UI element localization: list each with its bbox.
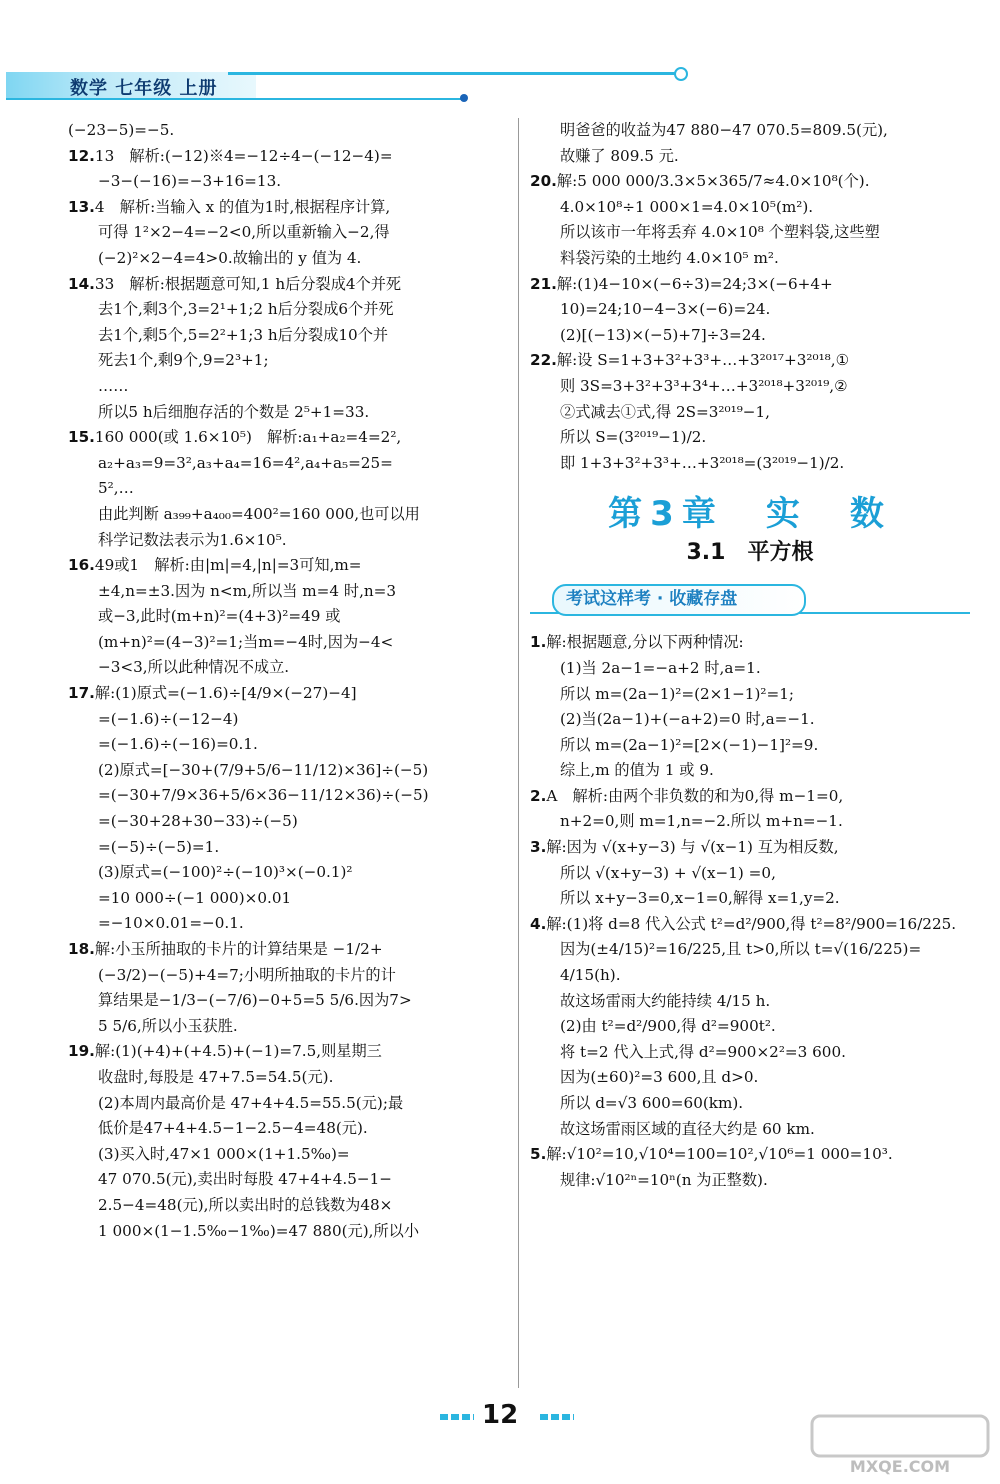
left-line [68,297,508,323]
answer-text: A 解析:由两个非负数的和为0,得 m−1=0, [546,786,844,805]
question-number: 18. [68,940,95,958]
answer-text: (−2)²×2−4=4>0.故输出的 y 值为 4. [98,248,362,267]
answer-text: 科学记数法表示为1.6×10⁵. [98,530,287,549]
answer-text: (2)当(2a−1)+(−a+2)=0 时,a=−1. [560,710,815,729]
left-line [68,963,508,989]
answer-text: 因为(±60)²=3 600,且 d>0. [560,1068,759,1087]
answer-text: …… [98,376,129,395]
answer-text: 解:(1)将 d=8 代入公式 t²=d²/900,得 t²=8²/900=16/225. [546,914,957,933]
answer-text: −3<3,所以此种情况不成立. [98,658,290,677]
answer-text: (2)[(−13)×(−5)+7]÷3=24. [560,325,766,344]
right-bottom-line [530,656,970,682]
left-line [68,400,508,426]
left-line [68,1193,508,1219]
section-title: 3.1 平方根 [686,540,814,566]
right-bottom-line [530,784,970,810]
question-number: 1. [530,633,547,652]
answer-text: 所以 S=(3²⁰¹⁹−1)/2. [560,428,707,447]
answer-text: 所以 m=(2a−1)²=(2×1−1)²=1; [560,684,794,703]
right-bottom-line [530,989,970,1015]
question-number: 20. [530,172,557,191]
answer-text: 故赚了 809.5 元. [560,146,679,165]
answer-text: 故这场雷雨区域的直径大约是 60 km. [560,1119,815,1138]
answer-text: 4 解析:当输入 x 的值为1时,根据程序计算, [94,197,391,216]
answer-text: 因为(±4/15)²=16/225,且 t>0,所以 t=√(16/225)= [560,940,922,959]
left-line [68,579,508,605]
answer-text: 规律:√10²ⁿ=10ⁿ(n 为正整数). [560,1170,768,1189]
left-line [68,681,508,707]
right-bottom-line [530,1168,970,1194]
answer-text: 收盘时,每股是 47+7.5=54.5(元). [98,1067,334,1086]
answer-text: 47 070.5(元),卖出时每股 47+4+4.5−1− [98,1170,392,1189]
answer-text: 算结果是−1/3−(−7/6)−0+5=5 5/6.因为7> [98,991,412,1010]
left-line [68,425,508,451]
question-number: 4. [530,914,547,933]
header-dot-icon [460,94,468,102]
left-line [68,553,508,579]
question-number: 22. [530,351,557,370]
left-line [68,911,508,937]
answer-text: 解:(1)原式=(−1.6)÷[4/9×(−27)−4] [94,684,357,703]
answer-text: (1)当 2a−1=−a+2 时,a=1. [560,658,761,677]
answer-text: 33 解析:根据题意可知,1 h后分裂成4个并死 [94,274,402,293]
question-number: 15. [68,428,95,447]
left-line [68,220,508,246]
question-number: 5. [530,1145,547,1164]
answer-text: 解:根据题意,分以下两种情况: [546,633,744,652]
right-bottom-line [530,707,970,733]
right-bottom-line [530,1040,970,1066]
answer-text: 死去1个,剩9个,9=2³+1; [98,351,269,370]
exam-banner [530,584,970,616]
answer-text: −3−(−16)=−3+16=13. [98,172,282,191]
left-line [68,1142,508,1168]
left-line [68,783,508,809]
left-line [68,476,508,502]
right-top-line [530,220,970,246]
right-bottom-line [530,937,970,963]
answer-text: 解:√10²=10,√10⁴=100=10²,√10⁶=1 000=10³. [546,1145,893,1164]
answer-text: 解:设 S=1+3+3²+3³+…+3²⁰¹⁷+3²⁰¹⁸,① [556,351,850,370]
right-top-line [530,425,970,451]
right-top-line [530,144,970,170]
answer-text: 去1个,剩3个,3=2¹+1;2 h后分裂成6个并死 [98,300,394,319]
left-line [68,1116,508,1142]
question-number: 3. [530,838,547,857]
question-number: 21. [530,274,557,293]
right-bottom-line [530,912,970,938]
left-line [68,860,508,886]
answer-text: a₂+a₃=9=3²,a₃+a₄=16=4²,a₄+a₅=25= [98,453,393,472]
question-number: 19. [68,1042,95,1061]
answer-text: 即 1+3+3²+3³+…+3²⁰¹⁸=(3²⁰¹⁹−1)/2. [560,453,845,472]
left-line [68,988,508,1014]
answer-text: 明爸爸的收益为47 880−47 070.5=809.5(元), [560,121,888,139]
answer-text: 所以5 h后细胞存活的个数是 2⁵+1=33. [98,402,370,421]
answer-text: 解:小玉所抽取的卡片的计算结果是 −1/2+ [94,940,383,958]
question-number: 2. [530,786,547,805]
answer-text: 或−3,此时(m+n)²=(4+3)²=49 或 [98,607,341,626]
left-line [68,169,508,195]
answer-text: 2.5−4=48(元),所以卖出时的总钱数为48× [98,1195,393,1214]
left-line [68,195,508,221]
left-line [68,1091,508,1117]
right-bottom-line [530,1065,970,1091]
right-top-line [530,118,970,144]
answer-text: 160 000(或 1.6×10⁵) 解析:a₁+a₂=4=2², [94,428,402,447]
left-line [68,732,508,758]
right-bottom-line [530,630,970,656]
answer-text: 故这场雷雨大约能持续 4/15 h. [560,991,771,1010]
answer-text: 5²,… [98,479,134,498]
right-top-line [530,348,970,374]
left-line [68,886,508,912]
answer-text: =(−30+28+30−33)÷(−5) [98,812,298,831]
question-number: 17. [68,684,95,703]
answer-text: 49或1 解析:由|m|=4,|n|=3可知,m= [94,556,362,575]
left-line [68,1065,508,1091]
answer-text: 5 5/6,所以小玉获胜. [98,1016,238,1035]
right-top-line [530,195,970,221]
answer-text: 料袋污染的土地约 4.0×10⁵ m². [560,248,779,267]
right-column [530,118,970,1193]
answer-text: =10 000÷(−1 000)×0.01 [98,888,292,907]
answer-text: n+2=0,则 m=1,n=−2.所以 m+n=−1. [560,812,843,831]
footer-decoration-right [540,1414,574,1420]
left-line [68,758,508,784]
right-top-line [530,297,970,323]
left-line [68,835,508,861]
answer-text: 解:5 000 000/3.3×5×365/7≈4.0×10⁸(个). [556,172,870,191]
left-line [68,451,508,477]
left-line [68,1039,508,1065]
answer-text: 所以 x+y−3=0,x−1=0,解得 x=1,y=2. [560,889,840,908]
answer-text: 可得 1²×2−4=−2<0,所以重新输入−2,得 [98,223,390,242]
right-bottom-line [530,809,970,835]
header-circle-icon [674,67,688,81]
answer-text: (2)由 t²=d²/900,得 d²=900t². [560,1017,776,1036]
right-bottom-line [530,682,970,708]
answer-text: =(−1.6)÷(−12−4) [98,709,239,728]
right-bottom-line [530,1142,970,1168]
answer-text: =−10×0.01=−0.1. [98,914,244,933]
page-header [0,64,1000,114]
right-column-top [530,118,970,476]
answer-text: 10)=24;10−4−3×(−6)=24. [560,300,771,319]
left-line [68,707,508,733]
left-line [68,144,508,170]
right-bottom-line [530,835,970,861]
answer-text: 4/15(h). [560,966,621,985]
answer-text: 4.0×10⁸÷1 000×1=4.0×10⁵(m²). [560,197,814,216]
header-rule-top [228,72,678,75]
right-bottom-line [530,886,970,912]
answer-text: (3)原式=(−100)²÷(−10)³×(−0.1)² [98,863,353,882]
right-top-line [530,374,970,400]
left-line [68,604,508,630]
left-line [68,272,508,298]
answer-text: =(−1.6)÷(−16)=0.1. [98,735,258,754]
left-line [68,1167,508,1193]
left-line [68,348,508,374]
right-bottom-line [530,1117,970,1143]
answer-text: 由此判断 a₃₉₉+a₄₀₀=400²=160 000,也可以用 [98,504,420,523]
answer-text: 所以该市一年将丢弃 4.0×10⁸ 个塑料袋,这些塑 [560,223,880,242]
question-number: 14. [68,274,95,293]
answer-text: ②式减去①式,得 2S=3²⁰¹⁹−1, [560,402,770,421]
watermark-text: MXQE.COM [849,1457,951,1476]
right-top-line [530,451,970,477]
answer-text: 去1个,剩5个,5=2²+1;3 h后分裂成10个并 [98,325,389,344]
answer-text: (−3/2)−(−5)+4=7;小明所抽取的卡片的计 [98,965,396,984]
left-line [68,246,508,272]
right-column-bottom [530,630,970,1193]
answer-text: 1 000×(1−1.5‰−1‰)=47 880(元),所以小 [98,1221,420,1240]
answer-text: 所以 d=√3 600=60(km). [560,1094,744,1112]
right-bottom-line [530,1014,970,1040]
watermark-logo [810,1414,990,1478]
answer-text: (3)买入时,47×1 000×(1+1.5‰)= [98,1144,350,1163]
answer-text: 所以 √(x+y−3) + √(x−1) =0, [560,863,776,882]
left-line [68,655,508,681]
answer-text: 综上,m 的值为 1 或 9. [560,761,714,780]
left-line [68,1219,508,1245]
answer-text: 将 t=2 代入上式,得 d²=900×2²=3 600. [560,1042,846,1061]
right-bottom-line [530,861,970,887]
right-top-line [530,246,970,272]
answer-text: 解:(1)4−10×(−6÷3)=24;3×(−6+4+ [556,274,833,293]
answer-text: 则 3S=3+3²+3³+3⁴+…+3²⁰¹⁸+3²⁰¹⁹,② [560,376,848,395]
left-line [68,502,508,528]
question-number: 12. [68,146,95,165]
left-line [68,937,508,963]
book-title: 数学 七年级 上册 [70,78,218,99]
left-line [68,630,508,656]
left-line [68,118,508,144]
answer-text: (2)原式=[−30+(7/9+5/6−11/12)×36]÷(−5) [98,760,429,779]
answer-text: =(−30+7/9×36+5/6×36−11/12×36)÷(−5) [98,786,429,805]
right-bottom-line [530,733,970,759]
column-divider [518,118,519,1388]
right-top-line [530,272,970,298]
left-line [68,528,508,554]
left-line [68,374,508,400]
left-line [68,809,508,835]
left-line [68,1014,508,1040]
answer-text: 13 解析:(−12)※4=−12÷4−(−12−4)= [94,146,393,165]
footer-decoration-left [440,1414,474,1420]
right-top-line [530,169,970,195]
banner-label: 考试这样考 · 收藏存盘 [566,589,738,610]
answer-text: =(−5)÷(−5)=1. [98,837,220,856]
right-top-line [530,323,970,349]
answer-text: (−23−5)=−5. [68,121,175,139]
answer-text: 解:因为 √(x+y−3) 与 √(x−1) 互为相反数, [546,838,839,857]
answer-text: 低价是47+4+4.5−1−2.5−4=48(元). [98,1119,368,1138]
left-line [68,323,508,349]
answer-text: (2)本周内最高价是 47+4+4.5=55.5(元);最 [98,1093,404,1112]
right-bottom-line [530,1091,970,1117]
right-bottom-line [530,963,970,989]
right-bottom-line [530,758,970,784]
answer-text: 所以 m=(2a−1)²=[2×(−1)−1]²=9. [560,735,819,754]
question-number: 16. [68,556,95,575]
answer-text: (m+n)²=(4−3)²=1;当m=−4时,因为−4< [98,632,394,651]
answer-text: ±4,n=±3.因为 n<m,所以当 m=4 时,n=3 [98,581,397,600]
question-number: 13. [68,197,95,216]
chapter-title: 第3章 实 数 [608,494,892,535]
page-number: 12 [482,1400,519,1430]
answer-text: 解:(1)(+4)+(+4.5)+(−1)=7.5,则星期三 [94,1042,382,1061]
right-top-line [530,400,970,426]
left-column [68,118,508,1244]
